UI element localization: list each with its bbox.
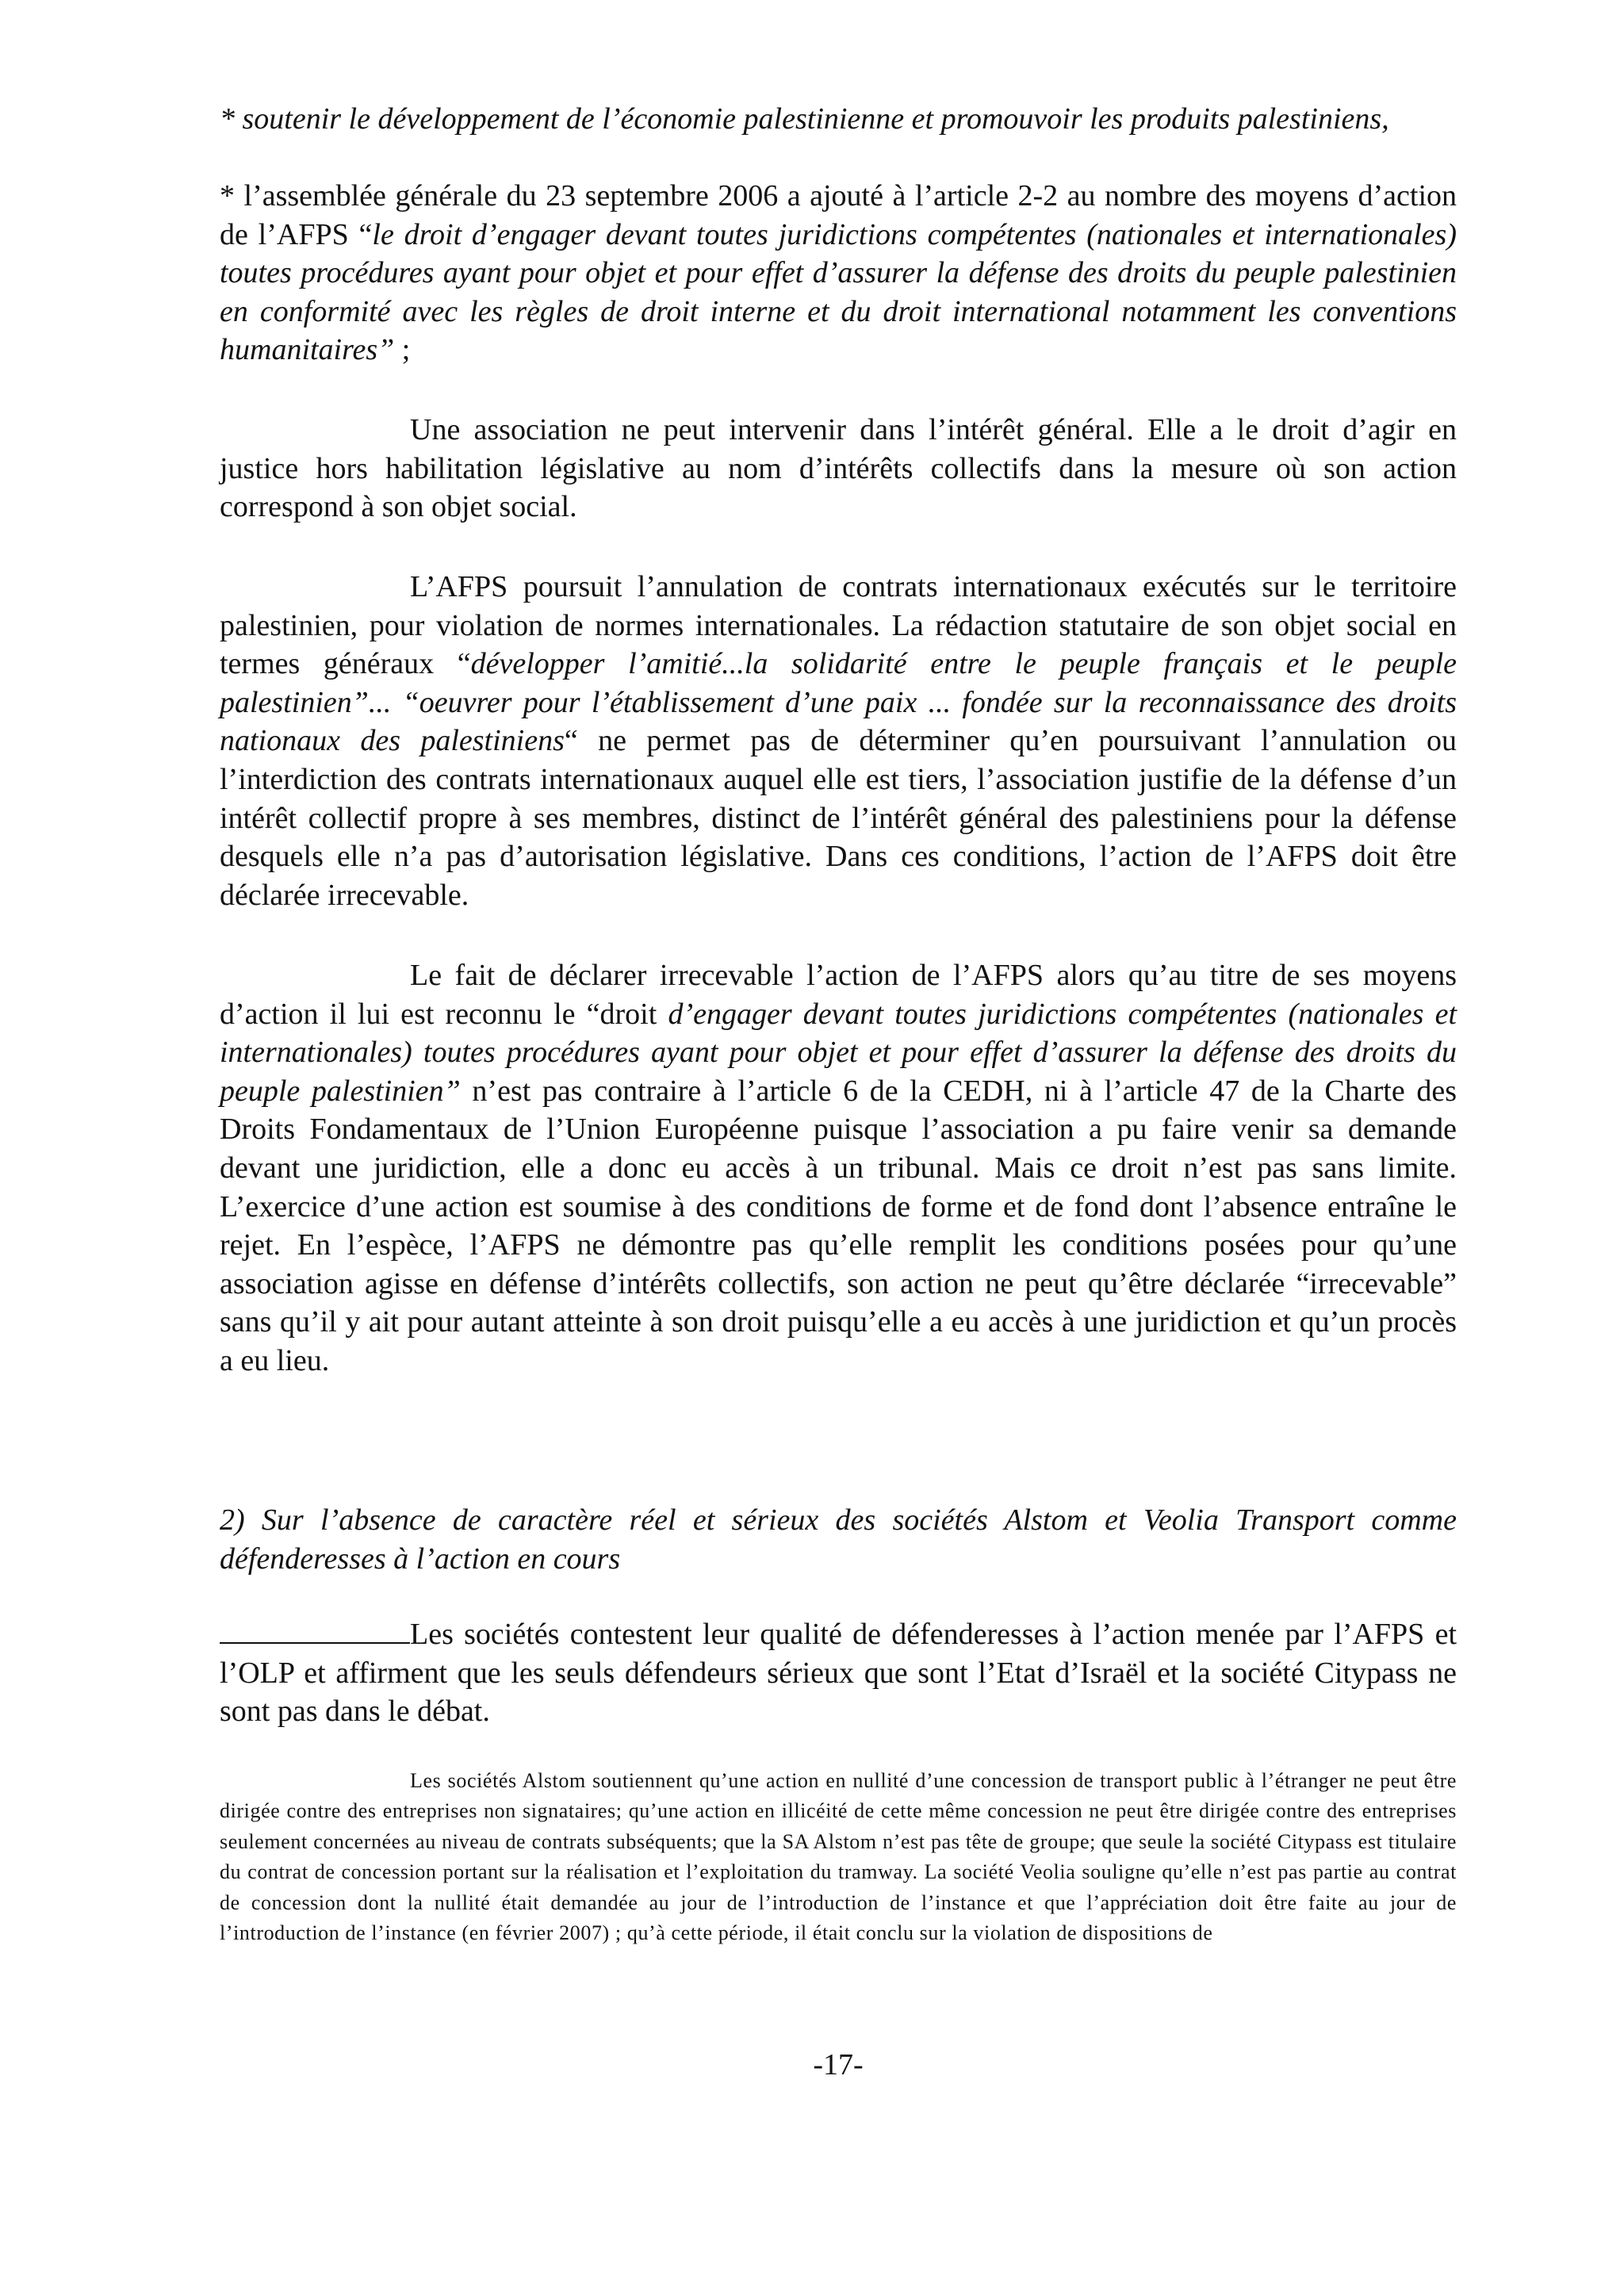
paragraph-text: Une association ne peut intervenir dans l’intérêt général. Elle a le droit d’agir en justice hors habilitation législative au nom d’intérêts collectifs dans la mesure où son action correspond à son objet social. [220,413,1457,524]
paragraph-text-quote: développer l’amitié...la solidarité entre le peuple français et le peuple palestinien”... “oeuvrer pour l’établissement d’une paix ... fondée sur la reconnaissance des droits nationaux des palestiniens [220,647,1457,758]
paragraph-societies-contest [220,1615,1457,1731]
paragraph-afps-annulment [220,568,1457,914]
paragraph-text-plain: ; [394,333,411,367]
paragraph-text-plain: * l’assemblée générale du 23 septembre 2006 a ajouté à l’article 2-2 au nombre des moyens d’action de l’AFPS “ [220,179,1457,251]
paragraph-general-assembly [220,177,1457,370]
paragraph-irrecevable-cedh [220,956,1457,1381]
section-heading-text: 2) Sur l’absence de caractère réel et sérieux des sociétés Alstom et Veolia Transport comme défenderesses à l’action en cours [220,1503,1457,1576]
paragraph-text-plain: “ ne permet pas de déterminer qu’en poursuivant l’annulation ou l’interdiction des contrats internationaux auquel elle est tiers, l’association justifie de la défense d’un intérêt collectif propre à ses membres, distinct de l’intérêt général des palestiniens pour la défense desquels elle n’a pas d’autorisation législative. Dans ces conditions, l’action de l’AFPS doit être déclarée irrecevable. [220,724,1457,912]
paragraph-text: Les sociétés Alstom soutiennent qu’une action en nullité d’une concession de transport public à l’étranger ne peut être dirigée contre des entreprises non signataires; qu’une action en illicéité de cette même concession ne peut être dirigée contre des entreprises seulement concernées au niveau de contrats subséquents; que la SA Alstom n’est pas tête de groupe; que seule la société Citypass est titulaire du contrat de concession portant sur la réalisation et l’exploitation du tramway. La société Veolia souligne qu’elle n’est pas partie au contrat de concession dont la nullité était demandée au jour de l’introduction de l’instance et que l’appréciation doit être faite au jour de l’introduction de l’instance (en février 2007) ; qu’à cette période, il était conclu sur la violation de dispositions de [220,1769,1457,1945]
paragraph-text-plain: n’est pas contraire à l’article 6 de la CEDH, ni à l’article 47 de la Charte des Droits Fondamentaux de l’Union Européenne puisque l’association a pu faire venir sa demande devant une juridiction, elle a donc eu accès à un tribunal. Mais ce droit n’est pas sans limite. L’exercice d’une action est soumise à des conditions de forme et de fond dont l’absence entraîne le rejet. En l’espèce, l’AFPS ne démontre pas qu’elle remplit les conditions posées pour qu’une association agisse en défense d’intérêts collectifs, son action ne peut qu’être déclarée “irrecevable” sans qu’il y ait pour autant atteinte à son droit puisqu’elle a eu accès à une juridiction et qu’un procès a eu lieu. [220,1074,1457,1377]
page-number: -17- [813,2048,864,2081]
paragraph-text: Les sociétés contestent leur qualité de défenderesses à l’action menée par l’AFPS et l’OLP et affirment que les seuls défendeurs sérieux que sont l’Etat d’Israël et la société Citypass ne sont pas dans le débat. [220,1618,1457,1729]
paragraph-alstom-veolia [220,1766,1457,1948]
paragraph-text: * soutenir le développement de l’économie palestinienne et promouvoir les produits palestiniens, [220,102,1389,136]
paragraph-text-quote: le droit d’engager devant toutes juridictions compétentes (nationales et internationales) toutes procédures ayant pour objet et pour effet d’assurer la défense des droits du peuple palestinien en conformité avec les règles de droit interne et du droit international notamment les conventions humanitaires” [220,217,1457,367]
paragraph-text-plain: L’AFPS poursuit l’annulation de contrats internationaux exécutés sur le territoire palestinien, pour violation de normes internationales. La rédaction statutaire de son objet social en termes généraux “ [220,570,1457,681]
paragraph-objective-economy [220,100,1457,139]
paragraph-text-plain: Le fait de déclarer irrecevable l’action de l’AFPS alors qu’au titre de ses moyens d’action il lui est reconnu le “droit [220,959,1457,1031]
section-heading [220,1501,1457,1578]
paragraph-association-interest [220,411,1457,527]
indent-rule [220,1642,410,1644]
paragraph-text-quote: d’engager devant toutes juridictions compétentes (nationales et internationales) toutes procédures ayant pour objet et pour effet d’assurer la défense des droits du peuple palestinien” [220,997,1457,1108]
